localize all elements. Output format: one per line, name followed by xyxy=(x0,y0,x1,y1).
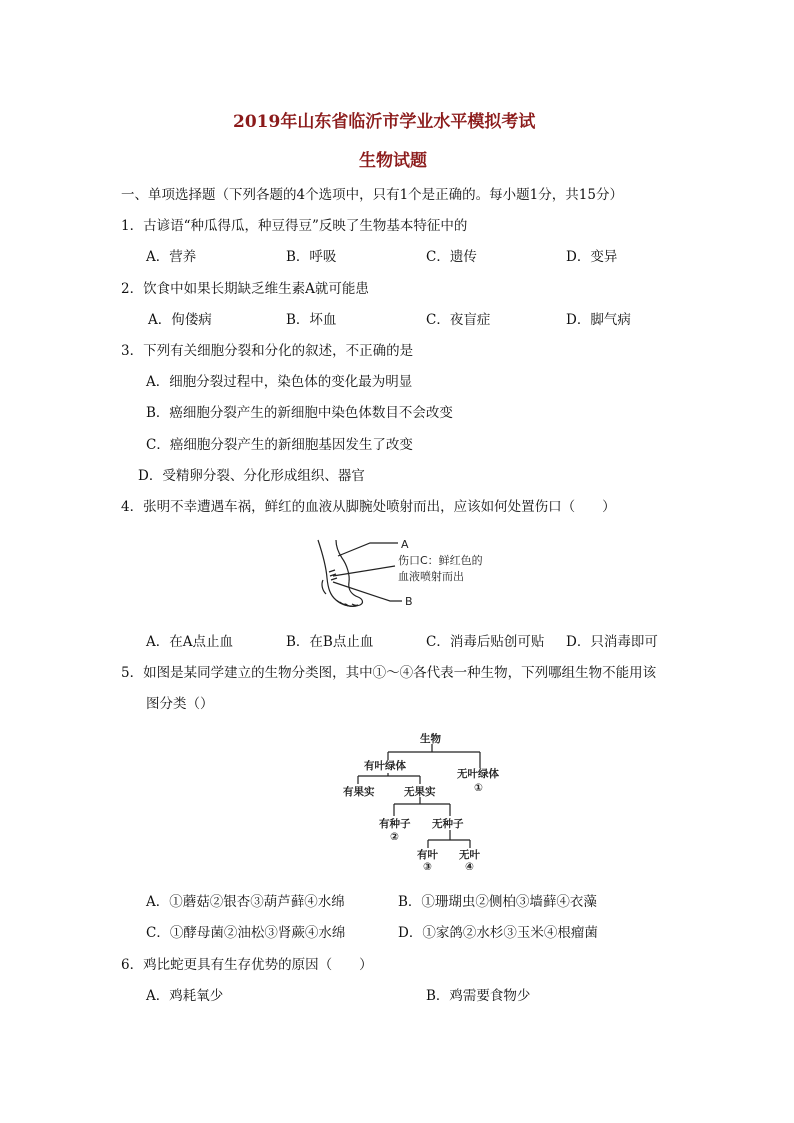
tree-no-chlorophyll: 无叶绿体 xyxy=(457,768,499,780)
q2-option-b: B．坏血 xyxy=(286,312,337,328)
page-subtitle: 生物试题 xyxy=(359,151,427,171)
figure-note-line2: 血液喷射而出 xyxy=(398,570,464,583)
figure-label-a: A xyxy=(401,538,409,551)
page-title: 2019年山东省临沂市学业水平模拟考试 xyxy=(233,112,536,132)
q3-option-b: B．癌细胞分裂产生的新细胞中染色体数目不会改变 xyxy=(146,405,453,421)
q3-option-d: D．受精卵分裂、分化形成组织、器官 xyxy=(138,468,365,484)
question-5-stem-line2: 图分类（） xyxy=(146,696,214,712)
q5-option-a: A．①蘑菇②银杏③葫芦藓④水绵 xyxy=(146,894,345,910)
tree-no-seed: 无种子 xyxy=(432,818,464,830)
q2-option-d: D．脚气病 xyxy=(566,312,631,328)
question-5-stem-line1: 5．如图是某同学建立的生物分类图，其中①～④各代表一种生物，下列哪组生物不能用该 xyxy=(121,665,657,681)
q5-option-d: D．①家鸽②水杉③玉米④根瘤菌 xyxy=(398,925,598,941)
question-1-stem: 1．古谚语“种瓜得瓜，种豆得豆”反映了生物基本特征中的 xyxy=(121,218,468,234)
tree-has-fruit: 有果实 xyxy=(343,786,375,798)
q6-option-a: A．鸡耗氧少 xyxy=(146,988,224,1004)
tree-has-leaf: 有叶 xyxy=(417,849,438,861)
q4-option-b: B．在B点止血 xyxy=(286,634,374,650)
tree-num-1: ① xyxy=(474,782,483,794)
question-3-stem: 3．下列有关细胞分裂和分化的叙述，不正确的是 xyxy=(121,343,414,359)
q3-option-a: A．细胞分裂过程中，染色体的变化最为明显 xyxy=(146,374,413,390)
tree-num-2: ② xyxy=(390,831,399,843)
q6-option-b: B．鸡需要食物少 xyxy=(426,988,531,1004)
tree-has-seed: 有种子 xyxy=(379,818,411,830)
tree-num-3: ③ xyxy=(423,861,432,873)
q5-option-b: B．①珊瑚虫②侧柏③墙藓④衣藻 xyxy=(398,894,597,910)
figure-label-b: B xyxy=(405,595,413,608)
tree-root: 生物 xyxy=(420,733,441,745)
section-heading: 一、单项选择题（下列各题的4个选项中，只有1个是正确的。每小题1分，共15分） xyxy=(121,187,623,203)
q2-option-a: A．佝偻病 xyxy=(148,312,212,328)
tree-no-leaf: 无叶 xyxy=(459,849,480,861)
q1-option-a: A．营养 xyxy=(146,249,197,265)
figure-note-line1: 伤口C：鲜红色的 xyxy=(398,554,483,567)
q1-option-d: D．变异 xyxy=(566,249,618,265)
q4-option-d: D．只消毒即可 xyxy=(566,634,658,650)
tree-num-4: ④ xyxy=(465,861,474,873)
q2-option-c: C．夜盲症 xyxy=(426,312,491,328)
q1-option-c: C．遗传 xyxy=(426,249,477,265)
tree-no-fruit: 无果实 xyxy=(404,786,436,798)
tree-has-chlorophyll: 有叶绿体 xyxy=(364,760,406,772)
question-4-stem: 4．张明不幸遭遇车祸，鲜红的血液从脚腕处喷射而出，应该如何处置伤口（ ） xyxy=(121,499,616,515)
q3-option-c: C．癌细胞分裂产生的新细胞基因发生了改变 xyxy=(146,437,413,453)
question-6-stem: 6．鸡比蛇更具有生存优势的原因（ ） xyxy=(121,957,373,973)
q5-option-c: C．①酵母菌②油松③肾蕨④水绵 xyxy=(146,925,346,941)
q1-option-b: B．呼吸 xyxy=(286,249,337,265)
q4-option-a: A．在A点止血 xyxy=(146,634,233,650)
q4-option-c: C．消毒后贴创可贴 xyxy=(426,634,545,650)
question-2-stem: 2．饮食中如果长期缺乏维生素A就可能患 xyxy=(121,281,369,297)
